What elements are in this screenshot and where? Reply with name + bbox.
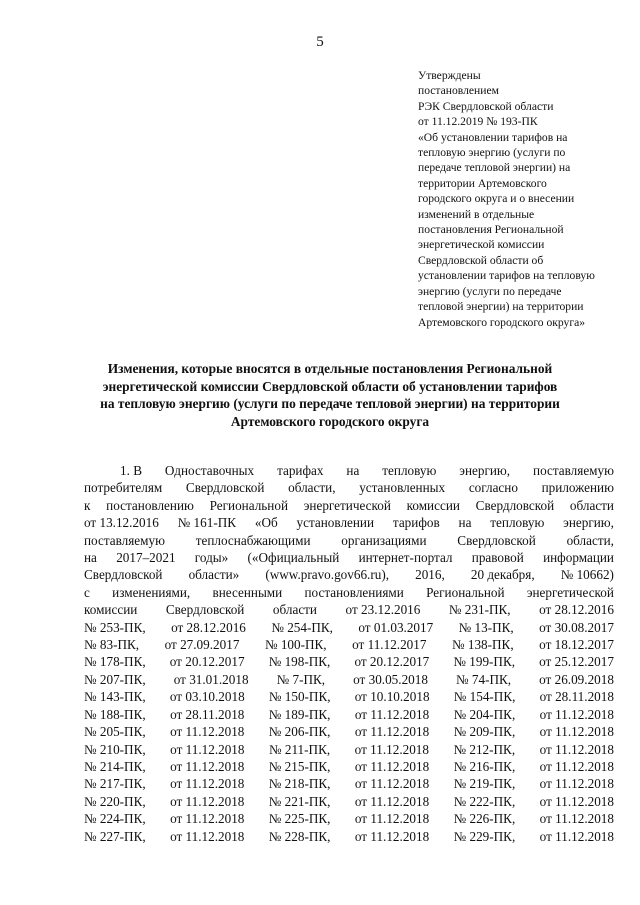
paragraph-word: от 11.12.2018 [539, 758, 614, 774]
approval-line: постановлением [418, 84, 499, 98]
paragraph-word: № 204-ПК, [453, 706, 516, 722]
paragraph-word: согласно [468, 480, 518, 496]
approval-line: энергию (услуги по передаче [418, 284, 562, 298]
paragraph-word: № 231-ПК, [448, 602, 511, 618]
paragraph-word: области» [188, 567, 240, 583]
paragraph-line [84, 479, 614, 496]
paragraph-word: тепловую [382, 463, 437, 478]
paragraph-line [84, 566, 614, 583]
paragraph-line [84, 584, 614, 601]
paragraph-word: от 03.10.2018 [169, 689, 245, 705]
paragraph-word: № 221-ПК, [268, 793, 331, 809]
paragraph-word: области [272, 602, 317, 618]
paragraph-word: № 13-ПК, [458, 619, 514, 635]
approval-line: территории Артемовского [418, 176, 547, 190]
paragraph-word: от 11.12.2018 [170, 793, 245, 809]
paragraph-word: Региональной [209, 497, 289, 513]
paragraph-word: области, [566, 532, 614, 548]
paragraph-word: установленных [359, 480, 446, 496]
paragraph-word: № 83-ПК, [84, 637, 140, 653]
paragraph-word: энергетической [526, 584, 614, 600]
paragraph-line [84, 619, 614, 636]
paragraph-line [84, 793, 614, 810]
approval-line: тепловую энергию (услуги по [418, 146, 566, 160]
paragraph-word: № 253-ПК, [84, 619, 146, 635]
heading-line: на тепловую энергию (услуги по передаче тепловой энергии) на территории [100, 396, 560, 411]
paragraph-word: от 11.12.2018 [354, 828, 430, 844]
approval-line: РЭК Свердловской области [418, 99, 554, 113]
body-paragraph [84, 462, 614, 845]
paragraph-word: от 11.12.2018 [354, 758, 430, 774]
approval-line: тепловой энергии) на территории [418, 300, 584, 314]
paragraph-word: № 227-ПК, [84, 828, 146, 844]
paragraph-word: комиссии [406, 497, 460, 513]
approval-line: Утверждены [418, 69, 481, 82]
approval-line: от 11.12.2019 № 193-ПК [418, 115, 538, 129]
paragraph-word: Свердловской [185, 480, 265, 496]
paragraph-word: установлении [296, 515, 375, 531]
approval-line: энергетической комиссии [418, 238, 545, 252]
paragraph-line [84, 532, 614, 549]
paragraph-word: от 30.05.2018 [353, 671, 428, 687]
paragraph-word: поставляемую [84, 532, 165, 548]
paragraph-line [84, 514, 614, 531]
document-heading [60, 360, 600, 430]
paragraph-word: правовой [471, 550, 524, 566]
paragraph-word: от 11.12.2018 [170, 758, 245, 774]
paragraph-word: № 215-ПК, [268, 758, 331, 774]
paragraph-word: № 209-ПК, [453, 724, 516, 740]
paragraph-word: № 211-ПК, [268, 741, 331, 757]
paragraph-word: от 10.10.2018 [354, 689, 430, 705]
approval-line: изменений в отдельные [418, 207, 535, 221]
paragraph-word: 2017–2021 [116, 550, 176, 566]
paragraph-word: области, [288, 480, 336, 496]
paragraph-word: от 11.12.2018 [354, 776, 430, 792]
paragraph-word: интернет-портал [358, 550, 453, 566]
paragraph-word: № 74-ПК, [456, 671, 512, 687]
paragraph-word: № 154-ПК, [453, 689, 516, 705]
paragraph-word: № 212-ПК, [453, 741, 516, 757]
paragraph-line [84, 462, 614, 479]
page-number: 5 [316, 34, 324, 50]
paragraph-word: (www.pravo.gov66.ru), [265, 567, 390, 583]
paragraph-line [84, 549, 614, 566]
paragraph-word: № 214-ПК, [84, 758, 146, 774]
paragraph-word: от 28.11.2018 [539, 689, 614, 705]
paragraph-word: № 222-ПК, [453, 793, 516, 809]
paragraph-word: № 143-ПК, [84, 689, 146, 705]
paragraph-word: энергию, [563, 515, 614, 531]
paragraph-word: № 178-ПК, [84, 654, 146, 670]
paragraph-line [84, 688, 614, 705]
paragraph-word: на [346, 463, 360, 478]
paragraph-word: № 138-ПК, [451, 637, 514, 653]
paragraph-word: № 198-ПК, [268, 654, 331, 670]
paragraph-word: внесенными [212, 584, 283, 600]
paragraph-word: от 23.12.2016 [345, 602, 421, 618]
approval-line: Свердловской области об [418, 253, 544, 267]
paragraph-word: № 220-ПК, [84, 793, 146, 809]
paragraph-word: № 229-ПК, [453, 828, 516, 844]
paragraph-word: Свердловской [165, 602, 245, 618]
paragraph-word: 1. В [120, 463, 142, 478]
paragraph-word: от 11.12.2018 [170, 811, 245, 827]
paragraph-word: от 25.12.2017 [539, 654, 614, 670]
paragraph-line [84, 601, 614, 618]
paragraph-word: Свердловской [84, 567, 163, 583]
paragraph-word: от 30.08.2017 [539, 619, 614, 635]
paragraph-word: постановлениями [304, 584, 404, 600]
paragraph-word: от 13.12.2016 [84, 515, 159, 531]
paragraph-word: от 18.12.2017 [539, 637, 614, 653]
paragraph-word: от 11.12.2018 [170, 828, 245, 844]
paragraph-word: от 28.12.2016 [171, 619, 246, 635]
paragraph-word: от 31.01.2018 [173, 671, 249, 687]
paragraph-word: № 226-ПК, [453, 811, 516, 827]
paragraph-line [84, 775, 614, 792]
paragraph-word: от 27.09.2017 [164, 637, 240, 653]
paragraph-word: от 11.12.2018 [539, 776, 614, 792]
paragraph-word: от 28.11.2018 [170, 706, 245, 722]
paragraph-word: от 11.12.2018 [539, 828, 614, 844]
paragraph-line [84, 810, 614, 827]
paragraph-line [84, 741, 614, 758]
paragraph-word: № 254-ПК, [271, 619, 333, 635]
paragraph-word: от 11.12.2017 [352, 637, 427, 653]
paragraph-word: № 188-ПК, [84, 706, 146, 722]
paragraph-word: Одноставочных [164, 463, 255, 478]
paragraph-word: области [569, 497, 614, 513]
approval-line: постановления Региональной [418, 223, 564, 237]
paragraph-line [84, 706, 614, 723]
paragraph-word: № 219-ПК, [453, 776, 516, 792]
paragraph-word: энергию, [459, 463, 511, 478]
paragraph-word: № 7-ПК, [276, 671, 326, 687]
paragraph-word: от 11.12.2018 [539, 706, 614, 722]
paragraph-word: поставляемую [533, 463, 614, 478]
paragraph-word: от 11.12.2018 [170, 776, 245, 792]
paragraph-line [84, 758, 614, 775]
paragraph-word: № 217-ПК, [84, 776, 146, 792]
heading-line: энергетической комиссии Свердловской области об установлении тарифов [102, 378, 558, 394]
paragraph-word: «Об [254, 515, 278, 531]
paragraph-word: приложению [541, 480, 614, 496]
paragraph-word: тарифах [277, 463, 324, 478]
paragraph-word: от 11.12.2018 [539, 741, 614, 757]
paragraph-word: постановлению [106, 497, 194, 513]
approval-line: Артемовского городского округа» [418, 315, 586, 329]
paragraph-word: № 228-ПК, [268, 828, 331, 844]
paragraph-word: потребителям [84, 480, 163, 496]
paragraph-word: к [84, 497, 91, 513]
paragraph-line [84, 636, 614, 653]
paragraph-word: № 205-ПК, [84, 724, 146, 740]
paragraph-word: («Официальный [247, 550, 340, 566]
paragraph-word: от 11.12.2018 [170, 741, 245, 757]
paragraph-word: № 218-ПК, [268, 776, 331, 792]
paragraph-line [84, 497, 614, 514]
approval-line: передаче тепловой энергии) на [418, 161, 571, 175]
paragraph-word: № 100-ПК, [264, 637, 327, 653]
paragraph-word: изменениями, [112, 584, 191, 600]
heading-line: Изменения, которые вносятся в отдельные постановления Региональной [107, 361, 553, 376]
paragraph-word: № 225-ПК, [268, 811, 331, 827]
paragraph-word: № 10662) [560, 567, 614, 583]
paragraph-line [84, 828, 614, 845]
paragraph-word: от 28.12.2016 [539, 602, 614, 618]
paragraph-word: тарифов [392, 515, 440, 531]
paragraph-word: № 210-ПК, [84, 741, 146, 757]
paragraph-word: от 11.12.2018 [354, 793, 430, 809]
paragraph-word: от 11.12.2018 [354, 741, 429, 757]
paragraph-word: от 01.03.2017 [358, 619, 434, 635]
paragraph-line [84, 723, 614, 740]
paragraph-word: от 11.12.2018 [354, 724, 430, 740]
paragraph-word: от 11.12.2018 [539, 793, 614, 809]
paragraph-line [84, 671, 614, 688]
paragraph-word: от 26.09.2018 [539, 671, 614, 687]
paragraph-word: Региональной [426, 584, 505, 600]
paragraph-word: Свердловской [457, 532, 536, 548]
paragraph-word: от 11.12.2018 [354, 811, 430, 827]
paragraph-word: от 11.12.2018 [539, 724, 614, 740]
paragraph-word: № 206-ПК, [268, 724, 331, 740]
paragraph-word: № 189-ПК, [268, 706, 331, 722]
paragraph-word: энергетической [303, 497, 391, 513]
paragraph-line [84, 653, 614, 670]
paragraph-word: № 216-ПК, [453, 758, 516, 774]
heading-line: Артемовского городского округа [230, 413, 430, 429]
paragraph-word: тепловую [490, 515, 545, 531]
paragraph-word: на [458, 515, 472, 531]
paragraph-word: с [84, 584, 90, 600]
paragraph-word: информации [543, 550, 614, 566]
paragraph-word: № 150-ПК, [268, 689, 331, 705]
paragraph-word: теплоснабжающими [195, 532, 311, 548]
paragraph-word: от 11.12.2018 [539, 811, 614, 827]
paragraph-word: от 20.12.2017 [169, 654, 245, 670]
paragraph-word: комиссии [84, 602, 138, 618]
paragraph-word: № 207-ПК, [84, 671, 146, 687]
approval-line: «Об установлении тарифов на [418, 130, 568, 144]
paragraph-word: Свердловской [475, 497, 555, 513]
paragraph-word: № 199-ПК, [453, 654, 516, 670]
approval-line: установлении тарифов на тепловую [418, 269, 595, 283]
paragraph-word: от 11.12.2018 [170, 724, 245, 740]
paragraph-word: от 11.12.2018 [354, 706, 430, 722]
paragraph-word: годы» [194, 550, 229, 566]
paragraph-word: № 161-ПК [177, 515, 237, 531]
paragraph-word: 20 декабря, [470, 567, 535, 583]
paragraph-word: № 224-ПК, [84, 811, 146, 827]
approval-block [418, 68, 633, 330]
paragraph-word: организациями [341, 532, 427, 548]
approval-line: городского округа и о внесении [418, 192, 575, 206]
paragraph-word: на [84, 550, 97, 566]
paragraph-word: 2016, [415, 567, 445, 583]
paragraph-word: от 20.12.2017 [354, 654, 430, 670]
